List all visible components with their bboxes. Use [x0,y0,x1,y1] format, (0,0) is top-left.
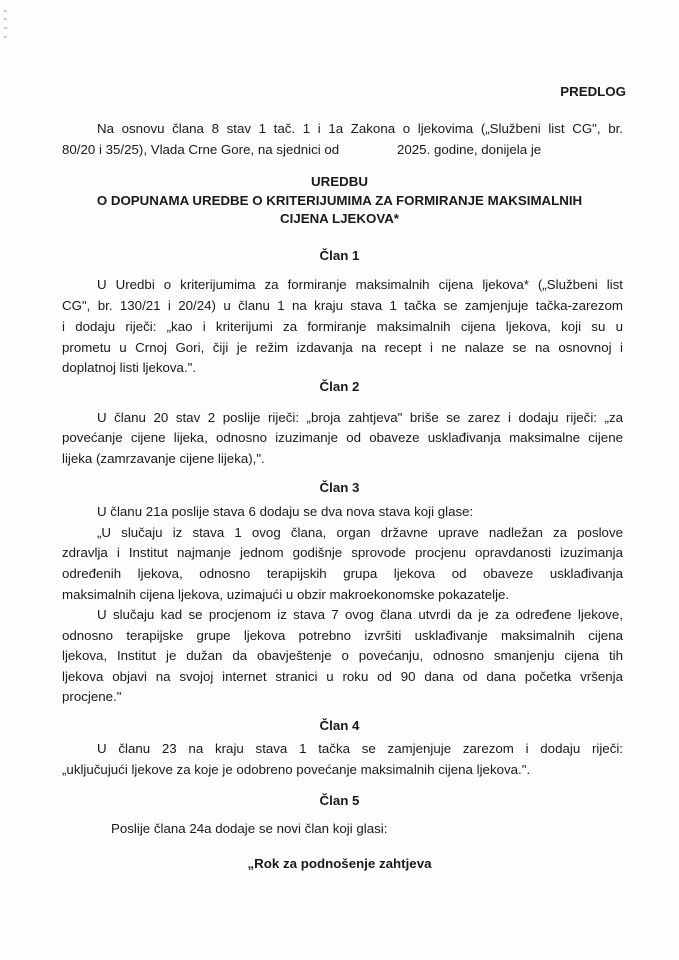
title-line-3: CIJENA LJEKOVA* [280,211,399,226]
article-2-line: lijeka (zamrzavanje cijene lijeka),". [62,451,265,466]
article-1-line: prometu u Crnoj Gori, čiji je režim izdavanja na recept i ne nalaze se na osnovnoj i [62,340,623,355]
article-3-line: maksimalnih cijena ljekova, uzimajući u obzir makroekonomske pokazatelje. [62,587,510,602]
article-3-line: određenih ljekova, odnosno terapijskih grupa ljekova od obaveze usklađivanja [62,566,623,581]
article-1-line: doplatnoj listi ljekova.". [62,360,197,375]
article-1-line: U Uredbi o kriterijumima za formiranje maksimalnih cijena ljekova* („Službeni list [97,277,623,292]
preamble-line-3: 2025. godine, donijela je [397,142,542,157]
scan-mark [4,36,7,38]
new-article-subheading: „Rok za podnošenje zahtjeva [247,856,432,871]
preamble-line-2: 80/20 i 35/25), Vlada Crne Gore, na sjednici od [62,142,340,157]
scan-mark [4,27,7,29]
article-5-heading: Član 5 [319,793,360,808]
scan-mark [4,18,7,20]
article-4-line: U članu 23 na kraju stava 1 tačka se zamjenjuje zarezom i dodaju riječi: [97,741,623,756]
title-line-2: O DOPUNAMA UREDBE O KRITERIJUMIMA ZA FORMIRANJE MAKSIMALNIH [96,193,583,208]
article-2-line: U članu 20 stav 2 poslije riječi: „broja zahtjeva" briše se zarez i dodaju riječi: „za [97,410,623,425]
article-3-line: U članu 21a poslije stava 6 dodaju se dva nova stava koji glase: [97,504,474,519]
article-1-heading: Član 1 [319,248,360,263]
article-1-line: i dodaju riječi: „kao i kriterijumi za formiranje maksimalnih cijena ljekova, koji su u [62,319,623,334]
article-3-line: odnosno terapijske grupe ljekova potrebno izvršiti usklađivanje maksimalnih cijena [62,628,623,643]
proposal-label: PREDLOG [560,84,626,99]
article-2-line: povećanje cijene lijeka, odnosno izuzimanje od obaveze usklađivanja maksimalne cijene [62,430,623,445]
article-3-line: procjene." [62,689,122,704]
article-3-line: U slučaju kad se procjenom iz stava 7 ovog člana utvrdi da je za određene ljekove, [97,607,623,622]
article-3-line: zdravlja i Institut najmanje jednom godišnje sprovode procjenu opravdanosti izuzimanja [62,545,623,560]
article-5-line: Poslije člana 24a dodaje se novi član koji glasi: [111,821,388,836]
article-3-line: ljekova, Institut je dužan da obavještenje o povećanju, odnosno smanjenju cijena tih [62,648,623,663]
article-2-heading: Član 2 [319,379,360,394]
scan-mark [4,10,7,12]
article-3-line: „U slučaju iz stava 1 ovog člana, organ državne uprave nadležan za poslove [97,525,623,540]
preamble-line-1: Na osnovu člana 8 stav 1 tač. 1 i 1a Zakona o ljekovima („Službeni list CG", br. [97,121,623,136]
article-1-line: CG", br. 130/21 i 20/24) u članu 1 na kraju stava 1 tačka se zamjenjuje tačka-zarezom [62,298,623,313]
article-4-heading: Član 4 [319,718,360,733]
title-line-1: UREDBU [311,174,368,189]
article-3-heading: Član 3 [319,480,360,495]
article-3-line: ljekova objavi na svojoj internet stranici u roku od 90 dana od dana početka vršenja [62,669,623,684]
article-4-line: „uključujući ljekove za koje je odobreno povećanje maksimalnih cijena ljekova.". [62,762,531,777]
